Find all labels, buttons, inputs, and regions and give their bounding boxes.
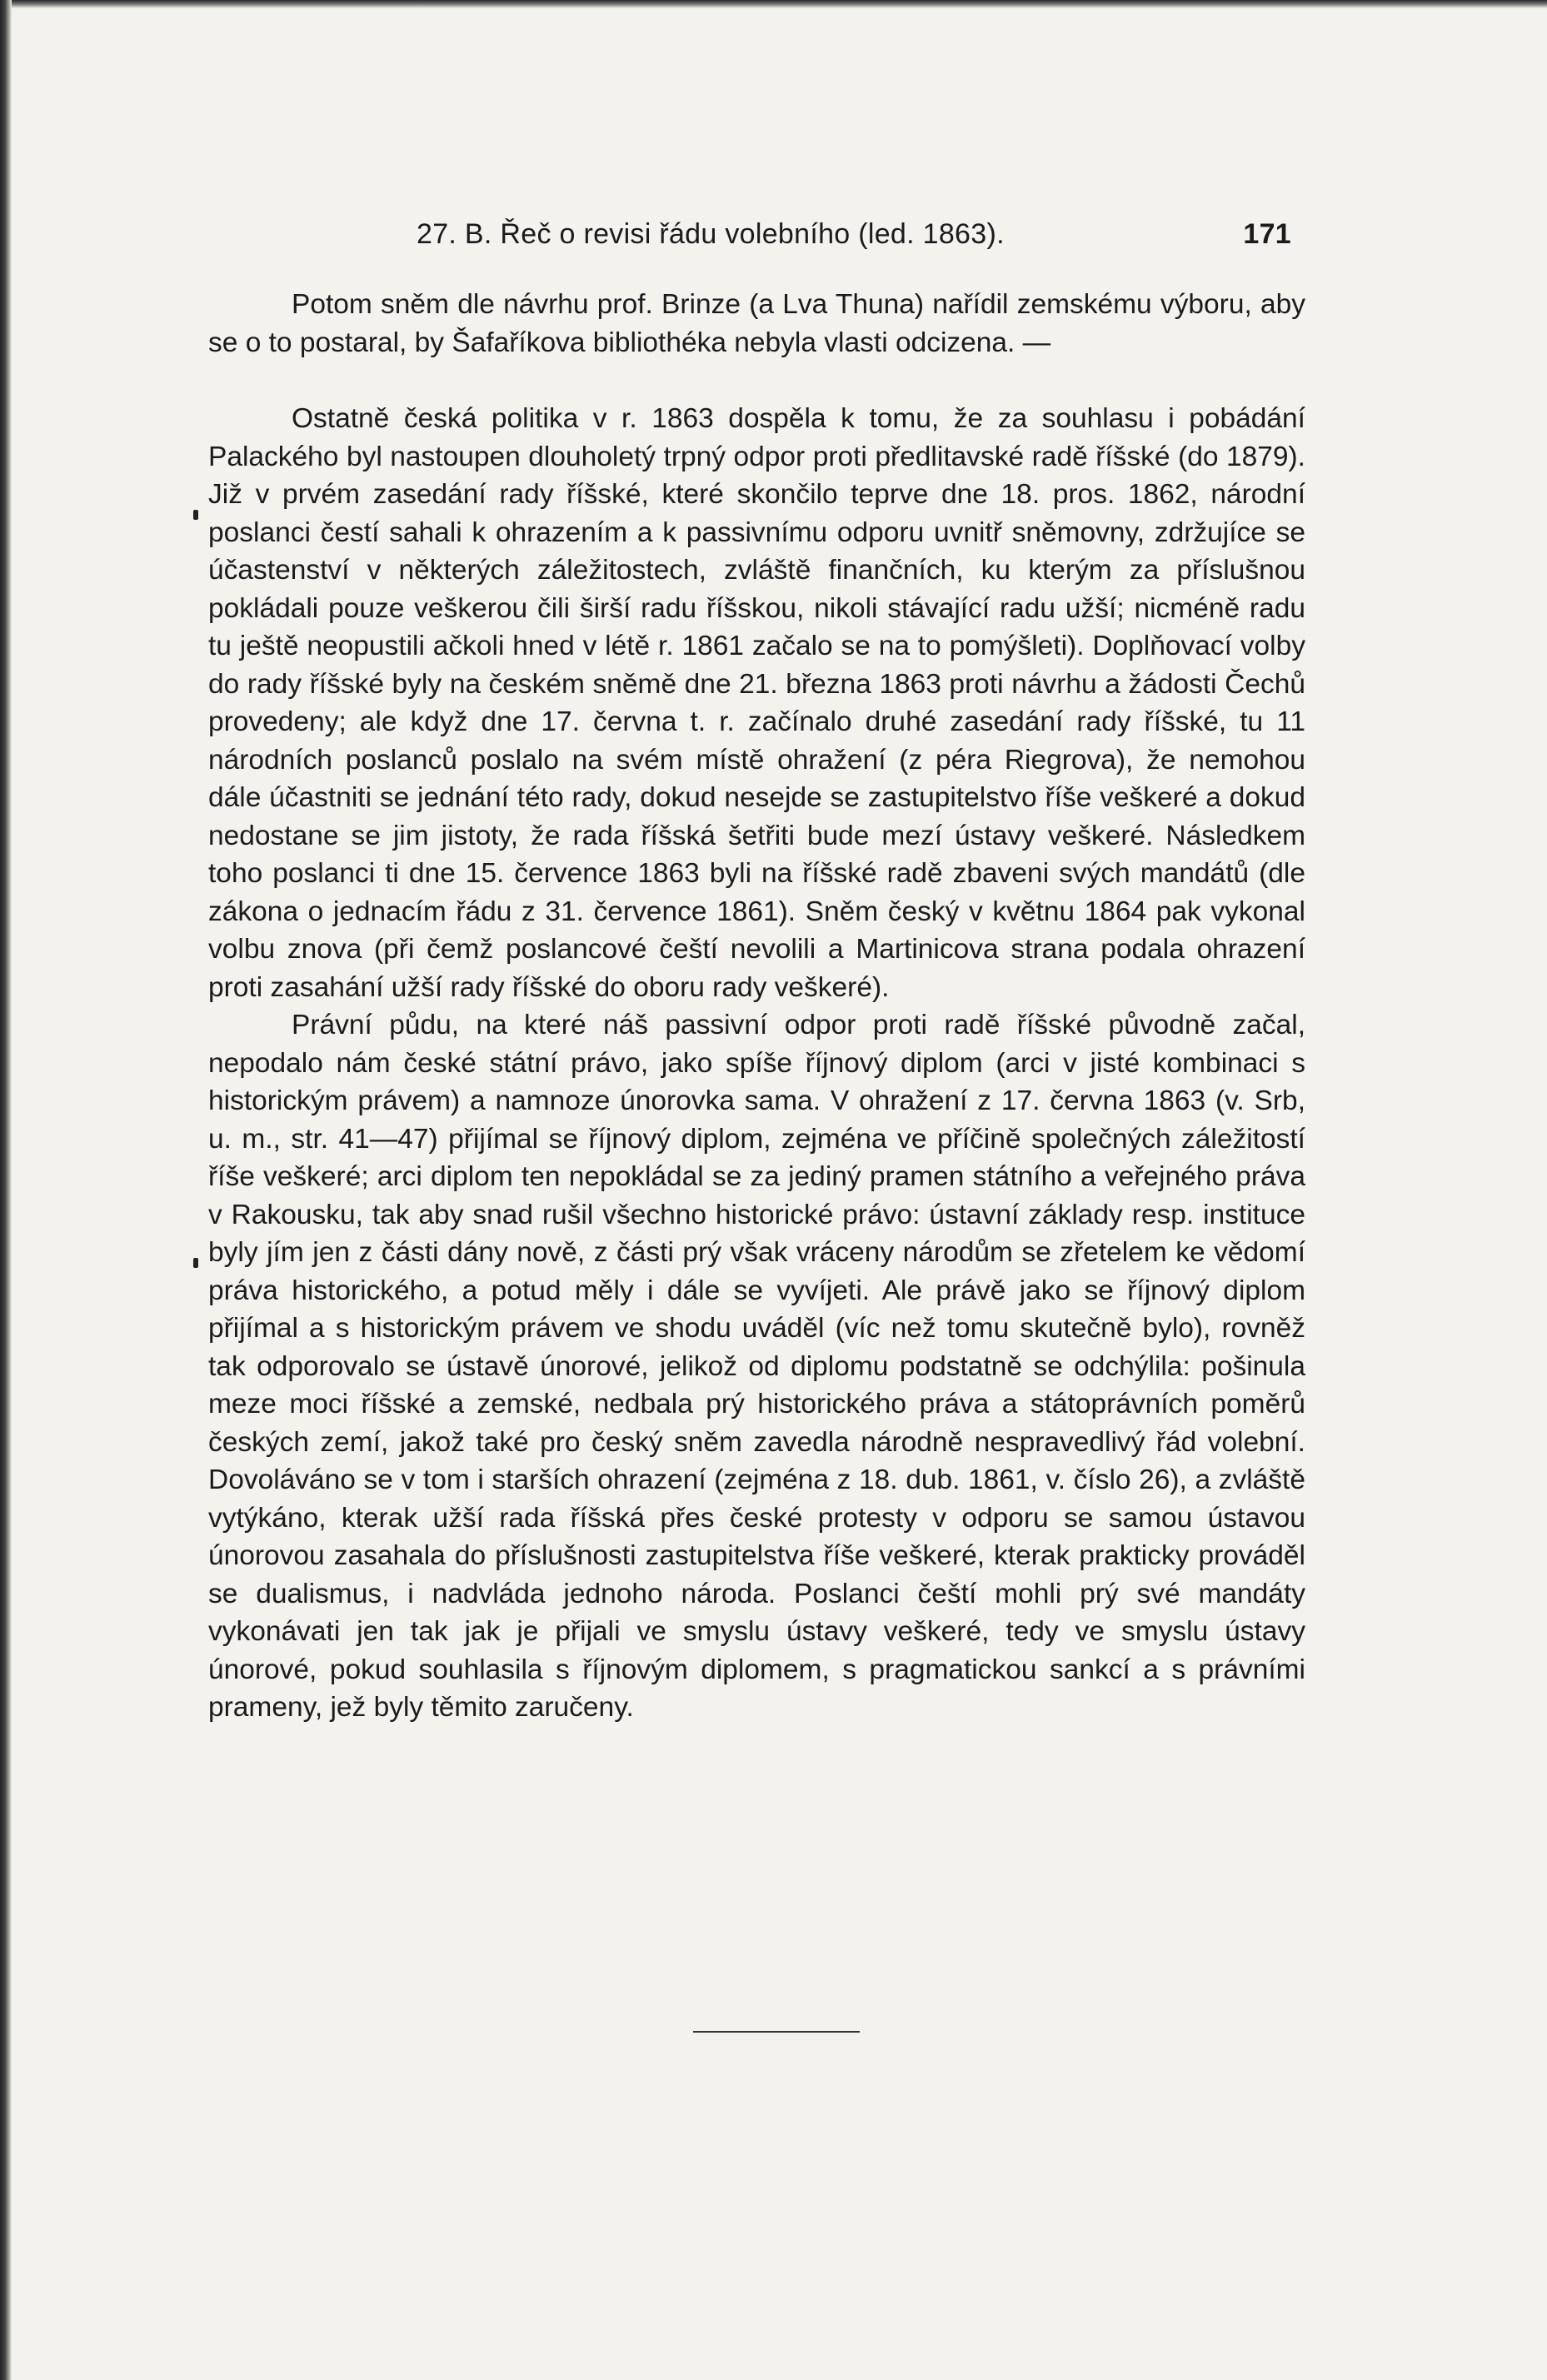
paragraph-legal-basis: Právní půdu, na které náš passivní odpor proti radě říšské původně začal, nepodalo nám české státní právo, jako spíše říjnový diplom (arci v jisté kombinaci s historickým právem) a namnoze únorovka sama. V ohražení z 17. června 1863 (v. Srb, u. m., str. 41—47) přijímal se říjnový diplom, zejména ve příčině společných záležitostí říše veškeré; arci diplom ten nepokládal se za jediný pramen státního a veřejného práva v Rakousku, tak aby snad rušil všechno historické právo: ústavní základy resp. instituce byly jím jen z části dány nově, z části prý však vráceny národům se zřetelem ke vědomí práva historického, a potud měly i dále se vyvíjeti. Ale právě jako se říjnový diplom přijímal a s historickým právem ve shodu uváděl (víc než tomu skutečně bylo), rovněž tak odporovalo se ústavě únorové, jelikož od diplomu podstatně se odchýlila: pošinula meze moci říšské a zemské, nedbala prý historického práva a státoprávních poměrů českých zemí, jakož také pro český sněm zavedla národně nespravedlivý řád volební. Dovoláváno se v tom i starších ohrazení (zejména z 18. dub. 1861, v. číslo 26), a zvláště vytýkáno, kterak užší rada říšská přes české protesty v odporu se samou ústavou únorovou zasahala do příslušnosti zastupitelstva říše veškeré, kterak prakticky prováděl se dualismus, i nadvláda jednoho národa. Poslanci čeští mohli prý své mandáty vykonávati jen tak jak je přijali ve smyslu ústavy veškeré, tedy ve smyslu ústavy únorové, pokud souhlasila s říjnovým diplomem, s pragmatickou sankcí a s právními prameny, jež byly těmito zaručeny. (208, 1010, 1305, 1723)
page-top-edge (0, 0, 1547, 8)
running-title: 27. B. Řeč o revisi řádu volebního (led. 1863). (417, 218, 1005, 250)
paragraph-passive-resistance: Ostatně česká politika v r. 1863 dospěla k tomu, že za souhlasu i pobádání Palackého byl nastoupen dlouholetý trpný odpor proti předlitavské radě říšské (do 1879). Již v prvém zasedání rady říšské, které skončilo teprve dne 18. pros. 1862, národní poslanci čestí sahali k ohrazením a k passivnímu odporu uvnitř sněmovny, zdržujíce se účastenství v některých záležitostech, zvláště finančních, ku kterým za příslušnou pokládali pouze veškerou čili širší radu říšskou, nikoli stávající radu užší; nicméně radu tu ještě neopustili ačkoli hned v létě r. 1861 začalo se na to pomýšleti). Doplňovací volby do rady říšské byly na českém sněmě dne 21. března 1863 proti návrhu a žádosti Čechů provedeny; ale když dne 17. června t. r. začínalo druhé zasedání rady říšské, tu 11 národních poslanců poslalo na svém místě ohražení (z péra Riegrova), že nemohou dále účastniti se jednání této rady, dokud nesejde se zastupitelstvo říše veškeré a dokud nedostane se jim jistoty, že rada říšská šetřiti bude mezí ústavy veškeré. Následkem toho poslanci ti dne 15. července 1863 byli na říšské radě zbaveni svých mandátů (dle zákona o jednacím řádu z 31. července 1861). Sněm český v květnu 1864 pak vykonal volbu znova (při čemž poslancové čeští nevolili a Martinicova strana podala ohrazení proti zasahání užší rady říšské do oboru rady veškeré). (208, 403, 1305, 1003)
page-number: 171 (1243, 218, 1291, 250)
page-binding-edge (0, 0, 12, 2380)
margin-mark (193, 510, 198, 520)
paragraph-brinze: Potom sněm dle návrhu prof. Brinze (a Lva Thuna) nařídil zemskému výboru, aby se o to postaral, by Šafaříkova bibliothéka nebyla vlasti odcizena. — (208, 289, 1305, 358)
margin-mark (193, 1258, 198, 1268)
end-rule (693, 2031, 860, 2033)
body-text (208, 286, 1305, 1727)
